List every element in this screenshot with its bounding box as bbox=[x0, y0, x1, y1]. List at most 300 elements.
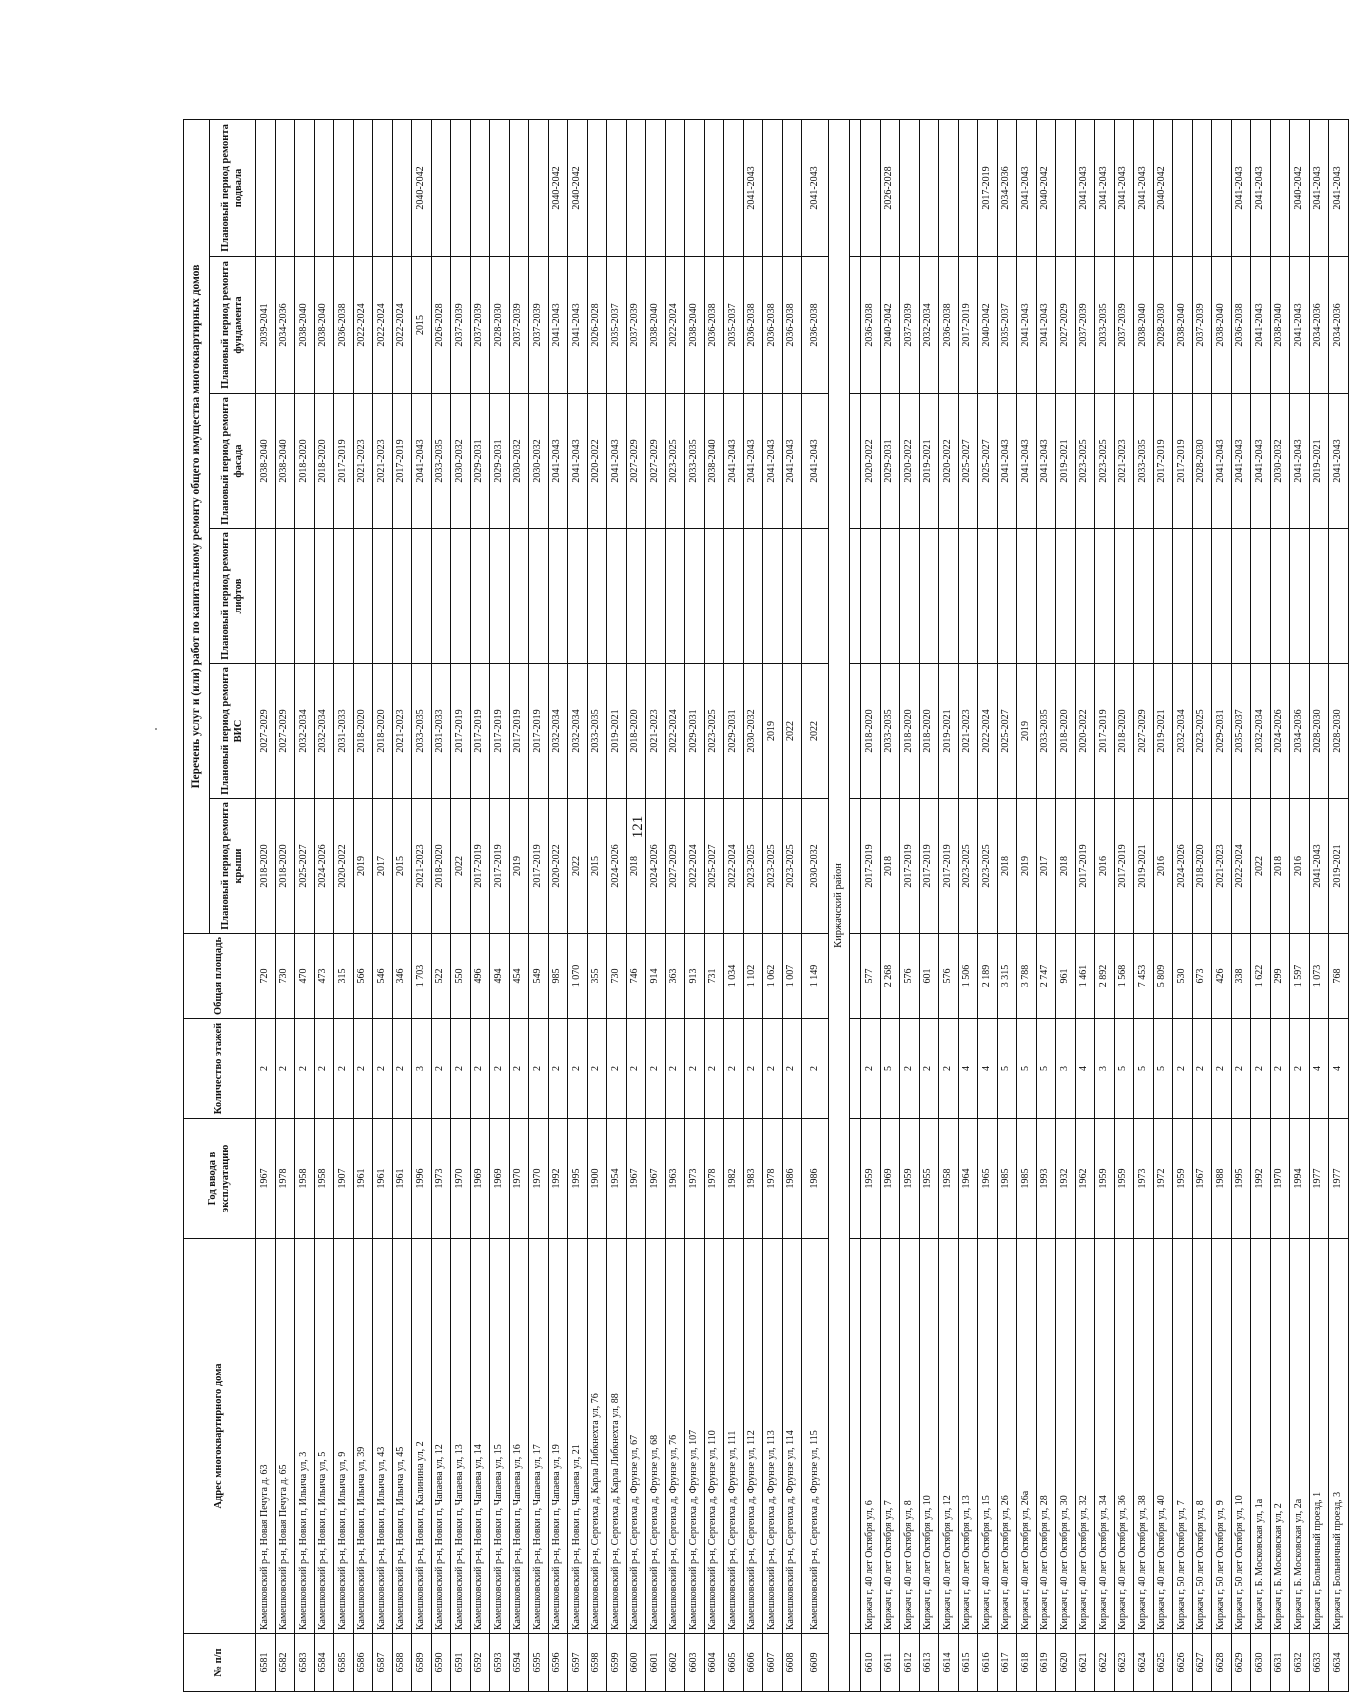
cell-lift bbox=[373, 529, 393, 664]
cell-vis: 2028-2030 bbox=[1309, 664, 1329, 799]
cell-foundation: 2036-2038 bbox=[939, 257, 959, 394]
cell-floors: 2 bbox=[704, 1019, 724, 1119]
table-row bbox=[685, 119, 705, 1691]
cell-roof: 2018 bbox=[626, 799, 646, 934]
cell-area: 530 bbox=[1173, 934, 1193, 1019]
cell-floors: 2 bbox=[802, 1019, 829, 1119]
cell-vis: 2031-2033 bbox=[334, 664, 354, 799]
cell-basement bbox=[256, 119, 276, 256]
cell-basement: 2041-2043 bbox=[1134, 119, 1154, 256]
cell-address: Киржач г, 50 лет Октября ул, 9 bbox=[1212, 1239, 1232, 1634]
table-row bbox=[743, 119, 763, 1691]
cell-year: 1988 bbox=[1212, 1119, 1232, 1239]
cell-facade: 2038-2040 bbox=[256, 394, 276, 529]
cell-vis: 2018-2020 bbox=[373, 664, 393, 799]
cell-floors: 2 bbox=[568, 1019, 588, 1119]
cell-roof: 2018-2020 bbox=[256, 799, 276, 934]
cell-area: 7 453 bbox=[1134, 934, 1154, 1019]
cell-num: 6603 bbox=[685, 1634, 705, 1692]
cell-basement: 2034-2036 bbox=[997, 119, 1017, 256]
cell-facade: 2041-2043 bbox=[802, 394, 829, 529]
cell-area: 1 073 bbox=[1309, 934, 1329, 1019]
cell-num: 6626 bbox=[1173, 1634, 1193, 1692]
cell-roof: 2024-2026 bbox=[1173, 799, 1193, 934]
cell-roof: 2022-2024 bbox=[1231, 799, 1251, 934]
cell-num: 6592 bbox=[470, 1634, 490, 1692]
cell-area: 1 062 bbox=[763, 934, 783, 1019]
cell-foundation: 2039-2041 bbox=[256, 257, 276, 394]
cell-area: 1 568 bbox=[1114, 934, 1134, 1019]
cell-floors: 4 bbox=[1075, 1019, 1095, 1119]
cell-lift bbox=[295, 529, 315, 664]
cell-vis: 2018-2020 bbox=[353, 664, 373, 799]
table-row bbox=[353, 119, 373, 1691]
cell-foundation: 2026-2028 bbox=[587, 257, 607, 394]
cell-vis: 2030-2032 bbox=[743, 664, 763, 799]
cell-vis: 2034-2036 bbox=[1290, 664, 1310, 799]
cell-basement bbox=[919, 119, 939, 256]
cell-area: 913 bbox=[685, 934, 705, 1019]
cell-floors: 2 bbox=[939, 1019, 959, 1119]
cell-facade: 2020-2022 bbox=[587, 394, 607, 529]
cell-address: Киржач г, 40 лет Октября ул, 7 bbox=[880, 1239, 900, 1634]
cell-lift bbox=[704, 529, 724, 664]
cell-address: Камешковский р-н, Сергеиха д, Фрунзе ул, 67 bbox=[626, 1239, 646, 1634]
cell-floors: 2 bbox=[256, 1019, 276, 1119]
table-row bbox=[704, 119, 724, 1691]
cell-basement: 2040-2042 bbox=[548, 119, 568, 256]
cell-roof: 2019 bbox=[509, 799, 529, 934]
cell-foundation: 2037-2039 bbox=[1075, 257, 1095, 394]
cell-roof: 2020-2022 bbox=[548, 799, 568, 934]
cell-vis: 2033-2035 bbox=[412, 664, 432, 799]
cell-roof: 2018-2020 bbox=[431, 799, 451, 934]
cell-foundation: 2037-2039 bbox=[451, 257, 471, 394]
cell-roof: 2018 bbox=[997, 799, 1017, 934]
table-row bbox=[939, 119, 959, 1691]
scan-speck bbox=[155, 728, 157, 730]
cell-basement bbox=[1212, 119, 1232, 256]
spacer-cell bbox=[850, 664, 861, 799]
cell-floors: 5 bbox=[1036, 1019, 1056, 1119]
cell-basement: 2041-2043 bbox=[1114, 119, 1134, 256]
cell-area: 730 bbox=[275, 934, 295, 1019]
table-row bbox=[646, 119, 666, 1691]
cell-address: Киржач г, Б. Московская ул, 2 bbox=[1270, 1239, 1290, 1634]
cell-vis: 2023-2025 bbox=[1192, 664, 1212, 799]
cell-roof: 2022 bbox=[451, 799, 471, 934]
cell-year: 1995 bbox=[568, 1119, 588, 1239]
cell-facade: 2021-2023 bbox=[373, 394, 393, 529]
cell-facade: 2020-2022 bbox=[861, 394, 881, 529]
table-row bbox=[1056, 119, 1076, 1691]
cell-floors: 2 bbox=[900, 1019, 920, 1119]
table-row bbox=[548, 119, 568, 1691]
cell-address: Камешковский р-н, Сергеиха д, Фрунзе ул, 113 bbox=[763, 1239, 783, 1634]
cell-roof: 2021-2023 bbox=[1212, 799, 1232, 934]
cell-num: 6596 bbox=[548, 1634, 568, 1692]
cell-num: 6625 bbox=[1153, 1634, 1173, 1692]
cell-lift bbox=[256, 529, 276, 664]
cell-floors: 2 bbox=[1231, 1019, 1251, 1119]
cell-vis: 2017-2019 bbox=[509, 664, 529, 799]
cell-foundation: 2041-2043 bbox=[548, 257, 568, 394]
cell-num: 6606 bbox=[743, 1634, 763, 1692]
cell-basement bbox=[665, 119, 685, 256]
cell-facade: 2019-2021 bbox=[1309, 394, 1329, 529]
cell-year: 1955 bbox=[919, 1119, 939, 1239]
cell-num: 6616 bbox=[978, 1634, 998, 1692]
table-row bbox=[431, 119, 451, 1691]
table-row bbox=[1212, 119, 1232, 1691]
cell-lift bbox=[1173, 529, 1193, 664]
cell-year: 1992 bbox=[548, 1119, 568, 1239]
table-header bbox=[184, 119, 256, 1691]
cell-num: 6591 bbox=[451, 1634, 471, 1692]
cell-area: 601 bbox=[919, 934, 939, 1019]
cell-address: Камешковский р-н, Сергеиха д, Фрунзе ул, 107 bbox=[685, 1239, 705, 1634]
cell-basement: 2017-2019 bbox=[978, 119, 998, 256]
cell-basement bbox=[939, 119, 959, 256]
cell-foundation: 2022-2024 bbox=[392, 257, 412, 394]
cell-year: 1970 bbox=[1270, 1119, 1290, 1239]
table-row bbox=[275, 119, 295, 1691]
cell-facade: 2023-2025 bbox=[1075, 394, 1095, 529]
cell-num: 6601 bbox=[646, 1634, 666, 1692]
cell-basement bbox=[958, 119, 978, 256]
cell-basement bbox=[470, 119, 490, 256]
cell-lift bbox=[997, 529, 1017, 664]
cell-address: Камешковский р-н, Сергеиха д, Карла Либкнехта ул, 88 bbox=[607, 1239, 627, 1634]
table-row bbox=[1231, 119, 1251, 1691]
cell-vis: 2021-2023 bbox=[646, 664, 666, 799]
cell-roof: 2023-2025 bbox=[743, 799, 763, 934]
cell-vis: 2028-2030 bbox=[1329, 664, 1349, 799]
cell-basement bbox=[607, 119, 627, 256]
cell-basement: 2041-2043 bbox=[1075, 119, 1095, 256]
cell-num: 6607 bbox=[763, 1634, 783, 1692]
cell-roof: 2027-2029 bbox=[665, 799, 685, 934]
cell-area: 315 bbox=[334, 934, 354, 1019]
cell-basement bbox=[334, 119, 354, 256]
cell-num: 6598 bbox=[587, 1634, 607, 1692]
cell-lift bbox=[470, 529, 490, 664]
table-row bbox=[1251, 119, 1271, 1691]
spacer-cell bbox=[850, 257, 861, 394]
table-row bbox=[1153, 119, 1173, 1691]
cell-vis: 2021-2023 bbox=[392, 664, 412, 799]
cell-lift bbox=[1192, 529, 1212, 664]
cell-lift bbox=[334, 529, 354, 664]
table-row bbox=[861, 119, 881, 1691]
cell-area: 338 bbox=[1231, 934, 1251, 1019]
cell-facade: 2017-2019 bbox=[334, 394, 354, 529]
cell-num: 6600 bbox=[626, 1634, 646, 1692]
cell-floors: 2 bbox=[314, 1019, 334, 1119]
table-row bbox=[1114, 119, 1134, 1691]
cell-floors: 5 bbox=[1153, 1019, 1173, 1119]
cell-address: Камешковский р-н, Новки п, Чапаева ул, 13 bbox=[451, 1239, 471, 1634]
cell-floors: 2 bbox=[334, 1019, 354, 1119]
cell-facade: 2019-2021 bbox=[1056, 394, 1076, 529]
cell-num: 6633 bbox=[1309, 1634, 1329, 1692]
cell-foundation: 2040-2042 bbox=[880, 257, 900, 394]
cell-area: 496 bbox=[470, 934, 490, 1019]
table-row bbox=[587, 119, 607, 1691]
cell-lift bbox=[1329, 529, 1349, 664]
cell-foundation: 2037-2039 bbox=[470, 257, 490, 394]
spacer-row bbox=[850, 119, 861, 1691]
cell-roof: 2041-2043 bbox=[1309, 799, 1329, 934]
cell-lift bbox=[529, 529, 549, 664]
cell-year: 1961 bbox=[392, 1119, 412, 1239]
cell-lift bbox=[1270, 529, 1290, 664]
cell-num: 6599 bbox=[607, 1634, 627, 1692]
cell-year: 1961 bbox=[373, 1119, 393, 1239]
cell-lift bbox=[490, 529, 510, 664]
cell-vis: 2029-2031 bbox=[685, 664, 705, 799]
cell-basement: 2041-2043 bbox=[1231, 119, 1251, 256]
cell-area: 577 bbox=[861, 934, 881, 1019]
cell-facade: 2029-2031 bbox=[470, 394, 490, 529]
cell-address: Киржач г, 40 лет Октября ул, 15 bbox=[978, 1239, 998, 1634]
cell-foundation: 2033-2035 bbox=[1095, 257, 1115, 394]
header-year: Год ввода в эксплуатацию bbox=[184, 1119, 256, 1239]
cell-roof: 2019 bbox=[353, 799, 373, 934]
cell-lift bbox=[802, 529, 829, 664]
cell-vis: 2017-2019 bbox=[490, 664, 510, 799]
cell-num: 6584 bbox=[314, 1634, 334, 1692]
cell-vis: 2019 bbox=[1017, 664, 1037, 799]
cell-roof: 2021-2023 bbox=[412, 799, 432, 934]
cell-year: 1958 bbox=[939, 1119, 959, 1239]
cell-vis: 2032-2034 bbox=[295, 664, 315, 799]
cell-lift bbox=[587, 529, 607, 664]
cell-foundation: 2022-2024 bbox=[665, 257, 685, 394]
cell-year: 1977 bbox=[1309, 1119, 1329, 1239]
cell-year: 1973 bbox=[1134, 1119, 1154, 1239]
cell-floors: 4 bbox=[1309, 1019, 1329, 1119]
cell-area: 746 bbox=[626, 934, 646, 1019]
cell-floors: 2 bbox=[490, 1019, 510, 1119]
cell-area: 522 bbox=[431, 934, 451, 1019]
cell-lift bbox=[353, 529, 373, 664]
cell-basement bbox=[763, 119, 783, 256]
cell-floors: 2 bbox=[1270, 1019, 1290, 1119]
cell-roof: 2017 bbox=[1036, 799, 1056, 934]
cell-address: Киржач г, 40 лет Октября ул, 28 bbox=[1036, 1239, 1056, 1634]
cell-area: 2 747 bbox=[1036, 934, 1056, 1019]
cell-num: 6614 bbox=[939, 1634, 959, 1692]
cell-address: Камешковский р-н, Сергеиха д, Фрунзе ул, 68 bbox=[646, 1239, 666, 1634]
cell-foundation: 2034-2036 bbox=[1329, 257, 1349, 394]
cell-vis: 2022-2024 bbox=[978, 664, 998, 799]
cell-floors: 2 bbox=[1290, 1019, 1310, 1119]
cell-roof: 2017-2019 bbox=[900, 799, 920, 934]
cell-num: 6605 bbox=[724, 1634, 744, 1692]
cell-vis: 2018-2020 bbox=[919, 664, 939, 799]
cell-area: 3 315 bbox=[997, 934, 1017, 1019]
cell-address: Камешковский р-н, Новки п, Чапаева ул, 19 bbox=[548, 1239, 568, 1634]
cell-lift bbox=[919, 529, 939, 664]
cell-floors: 2 bbox=[685, 1019, 705, 1119]
cell-vis: 2022-2024 bbox=[665, 664, 685, 799]
cell-facade: 2030-2032 bbox=[1270, 394, 1290, 529]
cell-year: 1978 bbox=[763, 1119, 783, 1239]
cell-basement: 2041-2043 bbox=[1251, 119, 1271, 256]
cell-num: 6587 bbox=[373, 1634, 393, 1692]
cell-address: Киржач г, Б. Московская ул, 2а bbox=[1290, 1239, 1310, 1634]
cell-facade: 2041-2043 bbox=[1329, 394, 1349, 529]
cell-vis: 2020-2022 bbox=[1075, 664, 1095, 799]
cell-roof: 2019 bbox=[1017, 799, 1037, 934]
cell-num: 6589 bbox=[412, 1634, 432, 1692]
cell-num: 6588 bbox=[392, 1634, 412, 1692]
cell-facade: 2041-2043 bbox=[412, 394, 432, 529]
cell-basement: 2040-2042 bbox=[568, 119, 588, 256]
cell-foundation: 2038-2040 bbox=[1212, 257, 1232, 394]
cell-year: 1967 bbox=[1192, 1119, 1212, 1239]
spacer-cell bbox=[850, 1239, 861, 1634]
cell-address: Камешковский р-н, Сергеиха д, Фрунзе ул, 110 bbox=[704, 1239, 724, 1634]
cell-year: 1995 bbox=[1231, 1119, 1251, 1239]
cell-basement bbox=[451, 119, 471, 256]
cell-basement bbox=[704, 119, 724, 256]
table-row bbox=[490, 119, 510, 1691]
cell-roof: 2019-2021 bbox=[1329, 799, 1349, 934]
cell-area: 985 bbox=[548, 934, 568, 1019]
cell-floors: 2 bbox=[743, 1019, 763, 1119]
cell-address: Киржач г, 40 лет Октября ул, 8 bbox=[900, 1239, 920, 1634]
cell-facade: 2041-2043 bbox=[782, 394, 802, 529]
cell-basement bbox=[509, 119, 529, 256]
cell-address: Киржач г, 40 лет Октября ул, 12 bbox=[939, 1239, 959, 1634]
cell-facade: 2041-2043 bbox=[548, 394, 568, 529]
cell-foundation: 2037-2039 bbox=[626, 257, 646, 394]
cell-vis: 2025-2027 bbox=[997, 664, 1017, 799]
cell-area: 1 703 bbox=[412, 934, 432, 1019]
cell-vis: 2029-2031 bbox=[724, 664, 744, 799]
cell-basement: 2040-2042 bbox=[1290, 119, 1310, 256]
cell-vis: 2019-2021 bbox=[939, 664, 959, 799]
table-row bbox=[626, 119, 646, 1691]
cell-area: 1 070 bbox=[568, 934, 588, 1019]
cell-vis: 2029-2031 bbox=[1212, 664, 1232, 799]
cell-floors: 2 bbox=[529, 1019, 549, 1119]
cell-floors: 2 bbox=[607, 1019, 627, 1119]
cell-roof: 2023-2025 bbox=[763, 799, 783, 934]
cell-roof: 2018 bbox=[1270, 799, 1290, 934]
cell-year: 1900 bbox=[587, 1119, 607, 1239]
cell-num: 6594 bbox=[509, 1634, 529, 1692]
cell-lift bbox=[412, 529, 432, 664]
cell-num: 6602 bbox=[665, 1634, 685, 1692]
cell-lift bbox=[1153, 529, 1173, 664]
cell-lift bbox=[861, 529, 881, 664]
cell-vis: 2027-2029 bbox=[256, 664, 276, 799]
cell-year: 1961 bbox=[353, 1119, 373, 1239]
cell-facade: 2041-2043 bbox=[1036, 394, 1056, 529]
cell-address: Камешковский р-н, Новки п, Чапаева ул, 15 bbox=[490, 1239, 510, 1634]
cell-floors: 4 bbox=[958, 1019, 978, 1119]
cell-floors: 5 bbox=[880, 1019, 900, 1119]
cell-year: 1959 bbox=[861, 1119, 881, 1239]
cell-basement: 2040-2042 bbox=[1153, 119, 1173, 256]
cell-lift bbox=[1290, 529, 1310, 664]
cell-year: 1983 bbox=[743, 1119, 763, 1239]
cell-roof: 2023-2025 bbox=[978, 799, 998, 934]
cell-lift bbox=[1231, 529, 1251, 664]
table-row bbox=[1192, 119, 1212, 1691]
cell-address: Камешковский р-н, Новки п, Чапаева ул, 17 bbox=[529, 1239, 549, 1634]
cell-basement bbox=[295, 119, 315, 256]
cell-floors: 2 bbox=[548, 1019, 568, 1119]
cell-lift bbox=[1251, 529, 1271, 664]
cell-area: 1 597 bbox=[1290, 934, 1310, 1019]
cell-num: 6631 bbox=[1270, 1634, 1290, 1692]
cell-floors: 2 bbox=[1251, 1019, 1271, 1119]
cell-roof: 2025-2027 bbox=[704, 799, 724, 934]
cell-floors: 2 bbox=[373, 1019, 393, 1119]
cell-lift bbox=[1056, 529, 1076, 664]
cell-year: 1964 bbox=[958, 1119, 978, 1239]
cell-basement: 2026-2028 bbox=[880, 119, 900, 256]
cell-area: 494 bbox=[490, 934, 510, 1019]
cell-roof: 2022-2024 bbox=[685, 799, 705, 934]
cell-facade: 2027-2029 bbox=[646, 394, 666, 529]
spacer-cell bbox=[850, 119, 861, 256]
cell-basement bbox=[626, 119, 646, 256]
cell-lift bbox=[743, 529, 763, 664]
cell-year: 1958 bbox=[314, 1119, 334, 1239]
cell-lift bbox=[626, 529, 646, 664]
cell-lift bbox=[1075, 529, 1095, 664]
cell-basement: 2041-2043 bbox=[743, 119, 763, 256]
cell-facade: 2033-2035 bbox=[431, 394, 451, 529]
cell-floors: 2 bbox=[392, 1019, 412, 1119]
header-num: № п/п bbox=[184, 1634, 256, 1692]
table-row bbox=[1017, 119, 1037, 1691]
cell-vis: 2022 bbox=[782, 664, 802, 799]
cell-basement bbox=[314, 119, 334, 256]
cell-year: 1970 bbox=[529, 1119, 549, 1239]
header-foundation: Плановый период ремонта фундамента bbox=[210, 257, 256, 394]
cell-num: 6590 bbox=[431, 1634, 451, 1692]
cell-floors: 2 bbox=[353, 1019, 373, 1119]
cell-facade: 2028-2030 bbox=[1192, 394, 1212, 529]
table-row bbox=[412, 119, 432, 1691]
cell-year: 1967 bbox=[256, 1119, 276, 1239]
cell-address: Киржач г, 40 лет Октября ул, 6 bbox=[861, 1239, 881, 1634]
cell-address: Камешковский р-н, Новки п, Ильича ул, 43 bbox=[373, 1239, 393, 1634]
cell-area: 576 bbox=[900, 934, 920, 1019]
cell-lift bbox=[568, 529, 588, 664]
table-row bbox=[373, 119, 393, 1691]
cell-num: 6595 bbox=[529, 1634, 549, 1692]
cell-roof: 2022-2024 bbox=[724, 799, 744, 934]
cell-lift bbox=[451, 529, 471, 664]
cell-facade: 2020-2022 bbox=[900, 394, 920, 529]
cell-year: 1969 bbox=[470, 1119, 490, 1239]
cell-address: Киржач г, 40 лет Октября ул, 40 bbox=[1153, 1239, 1173, 1634]
cell-roof: 2017-2019 bbox=[1114, 799, 1134, 934]
cell-year: 1986 bbox=[802, 1119, 829, 1239]
cell-facade: 2038-2040 bbox=[275, 394, 295, 529]
cell-lift bbox=[1114, 529, 1134, 664]
cell-area: 730 bbox=[607, 934, 627, 1019]
table-row bbox=[470, 119, 490, 1691]
cell-roof: 2017-2019 bbox=[490, 799, 510, 934]
